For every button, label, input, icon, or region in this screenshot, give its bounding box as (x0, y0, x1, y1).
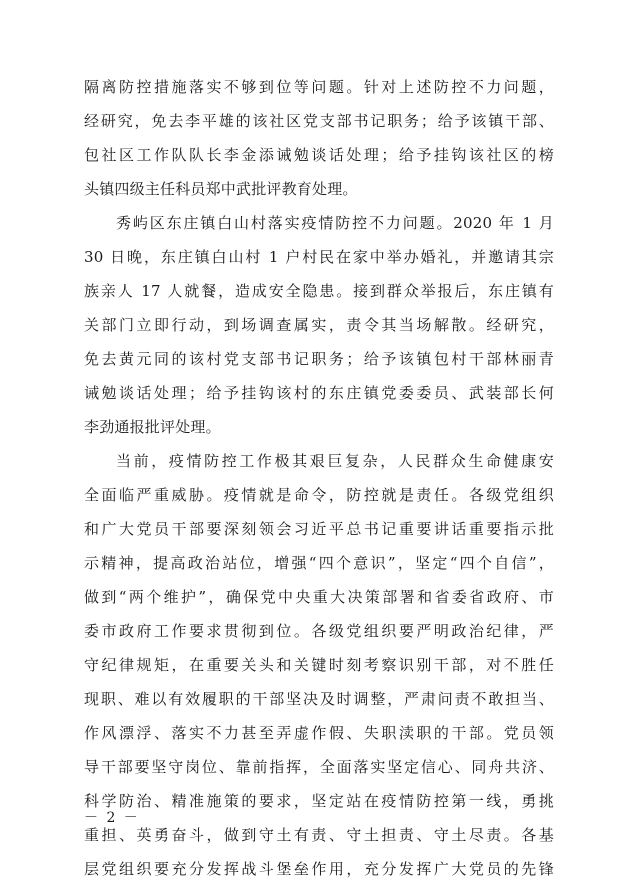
text-line: 守纪律规矩，在重要关头和关键时刻考察识别干部，对不胜任 (84, 656, 554, 674)
text-line: 全面临严重威胁。疫情就是命令，防控就是责任。各级党组织 (84, 486, 554, 504)
document-body (84, 70, 554, 886)
paragraph (84, 444, 554, 886)
text-line: 关部门立即行动，到场调查属实，责令其当场解散。经研究， (84, 316, 554, 334)
text-line: 现职、难以有效履职的干部坚决及时调整，严肃问责不敢担当、 (84, 690, 554, 708)
text-line: 委市政府工作要求贯彻到位。各级党组织要严明政治纪律，严 (84, 622, 554, 640)
text-line: 重担、英勇奋斗，做到守土有责、守土担责、守土尽责。各基 (84, 826, 554, 844)
text-line: 头镇四级主任科员郑中武批评教育处理。 (84, 180, 358, 198)
page-number: － 2 － (84, 810, 140, 826)
text-line: 隔离防控措施落实不够到位等问题。针对上述防控不力问题， (84, 78, 554, 96)
text-line: 李劲通报批评处理。 (84, 418, 221, 436)
text-line: 免去黄元同的该村党支部书记职务；给予该镇包村干部林丽青 (84, 350, 554, 368)
text-line: 导干部要坚守岗位、靠前指挥，全面落实坚定信心、同舟共济、 (84, 758, 554, 776)
paragraph (84, 206, 554, 444)
text-line: 族亲人 17 人就餐，造成安全隐患。接到群众举报后，东庄镇有 (84, 282, 554, 300)
text-line: 示精神，提高政治站位，增强“四个意识”，坚定“四个自信”， (84, 554, 554, 572)
text-line: 做到“两个维护”，确保党中央重大决策部署和省委省政府、市 (84, 588, 554, 606)
text-line: 经研究，免去李平雄的该社区党支部书记职务；给予该镇干部、 (84, 112, 554, 130)
text-line: 层党组织要充分发挥战斗堡垒作用，充分发挥广大党员的先锋 (84, 860, 554, 878)
paragraph (84, 70, 554, 206)
text-line: 和广大党员干部要深刻领会习近平总书记重要讲话重要指示批 (84, 520, 554, 538)
text-line: 当前，疫情防控工作极其艰巨复杂，人民群众生命健康安 (116, 452, 554, 470)
text-line: 秀屿区东庄镇白山村落实疫情防控不力问题。2020 年 1 月 (116, 214, 554, 232)
text-line: 诫勉谈话处理；给予挂钩该村的东庄镇党委委员、武装部长何 (84, 384, 554, 402)
text-line: 包社区工作队队长李金添诫勉谈话处理；给予挂钩该社区的榜 (84, 146, 554, 164)
text-line: 作风漂浮、落实不力甚至弄虚作假、失职渎职的干部。党员领 (84, 724, 554, 742)
text-line: 科学防治、精准施策的要求，坚定站在疫情防控第一线，勇挑 (84, 792, 554, 810)
text-line: 30 日晚，东庄镇白山村 1 户村民在家中举办婚礼，并邀请其宗 (84, 248, 554, 266)
